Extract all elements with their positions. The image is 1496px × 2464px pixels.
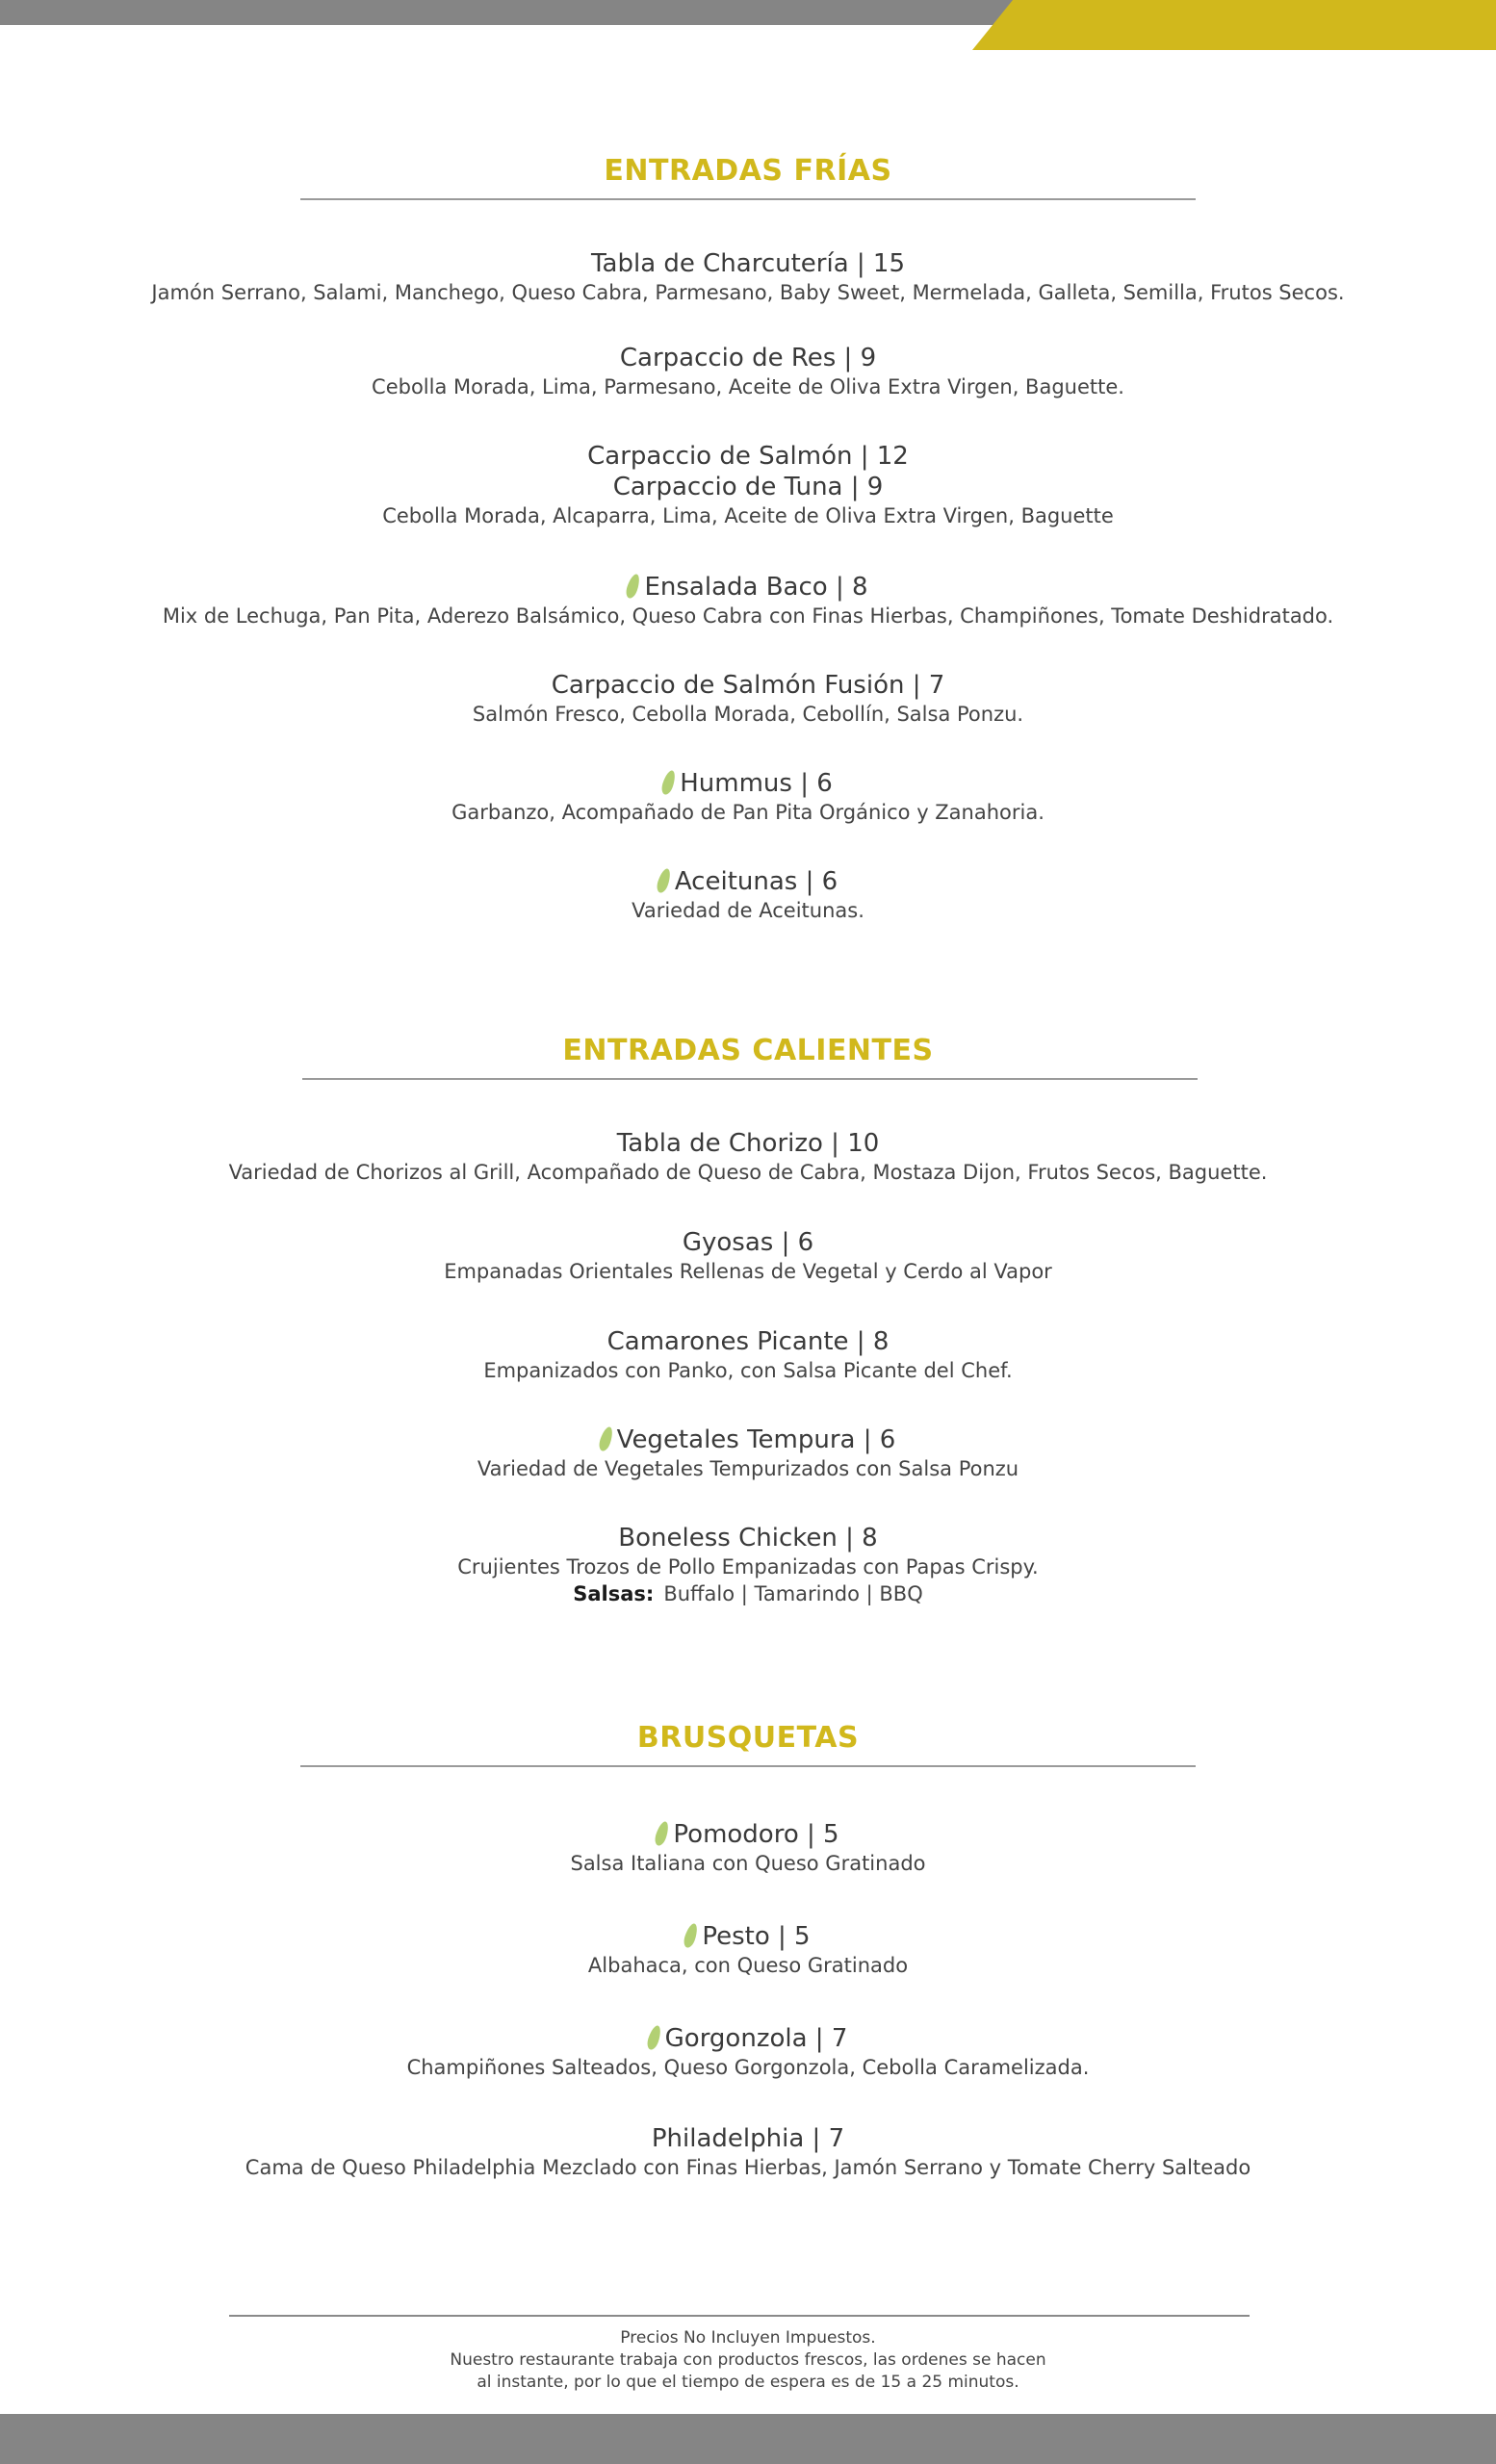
- leaf-icon: [659, 769, 677, 796]
- menu-item-description: Mix de Lechuga, Pan Pita, Aderezo Balsámico, Queso Cabra con Finas Hierbas, Champiñones, Tomate Deshidratado.: [162, 604, 1334, 628]
- section-title: ENTRADAS FRÍAS: [604, 154, 892, 188]
- menu-item-name-line: [0, 1227, 1496, 1258]
- menu-item-name-line: [0, 441, 1496, 472]
- menu-item: [0, 1128, 1496, 1186]
- section-divider: [302, 1078, 1198, 1080]
- bottom-decor-bar: [0, 2414, 1496, 2464]
- menu-item-name: Vegetales Tempura | 6: [616, 1425, 896, 1454]
- menu-item-name: Camarones Picante | 8: [606, 1327, 890, 1356]
- menu-item-description: Empanadas Orientales Rellenas de Vegetal y Cerdo al Vapor: [444, 1260, 1052, 1283]
- menu-item-name-line: [0, 248, 1496, 279]
- footer-line-3: al instante, por lo que el tiempo de espera es de 15 a 25 minutos.: [477, 2373, 1019, 2392]
- menu-item: [0, 866, 1496, 924]
- menu-item-name: Tabla de Chorizo | 10: [616, 1129, 880, 1158]
- menu-item-name-line: [0, 1523, 1496, 1553]
- menu-item-name-line: [0, 2123, 1496, 2154]
- menu-item-name: Boneless Chicken | 8: [618, 1524, 878, 1553]
- menu-item-description: Crujientes Trozos de Pollo Empanizadas con Papas Crispy.: [457, 1555, 1039, 1578]
- sauces-label: Salsas:: [573, 1582, 655, 1605]
- menu-item-name-line: [0, 866, 1496, 897]
- menu-item-name-secondary: Carpaccio de Tuna | 9: [612, 473, 884, 501]
- menu-item-description: Cebolla Morada, Alcaparra, Lima, Aceite de Oliva Extra Virgen, Baguette: [382, 504, 1114, 527]
- sauces-options: Buffalo | Tamarindo | BBQ: [663, 1582, 923, 1605]
- menu-item-sauces: [0, 1580, 1496, 1607]
- menu-item-name-line: [0, 670, 1496, 701]
- menu-item-name-line: [0, 1326, 1496, 1357]
- menu-item-name-line: [0, 768, 1496, 799]
- menu-item-description: Jamón Serrano, Salami, Manchego, Queso Cabra, Parmesano, Baby Sweet, Mermelada, Galleta, Semilla, Frutos Secos.: [151, 281, 1345, 304]
- menu-item-description: Salmón Fresco, Cebolla Morada, Cebollín, Salsa Ponzu.: [472, 703, 1024, 726]
- leaf-icon: [655, 867, 672, 894]
- menu-item-name: Carpaccio de Salmón | 12: [587, 442, 909, 471]
- menu-item-description: Variedad de Chorizos al Grill, Acompañado de Queso de Cabra, Mostaza Dijon, Frutos Secos, Baguette.: [228, 1161, 1268, 1184]
- menu-item-name-line: [0, 343, 1496, 373]
- footer-notes: [0, 2327, 1496, 2394]
- menu-item: [0, 2023, 1496, 2081]
- menu-item: [0, 670, 1496, 728]
- menu-item-description: Cama de Queso Philadelphia Mezclado con Finas Hierbas, Jamón Serrano y Tomate Cherry Salteado: [245, 2156, 1251, 2179]
- footer-line-1: Precios No Incluyen Impuestos.: [620, 2328, 876, 2348]
- footer-line-2: Nuestro restaurante trabaja con productos frescos, las ordenes se hacen: [450, 2350, 1046, 2370]
- menu-item-name: Hummus | 6: [680, 769, 833, 798]
- menu-item: [0, 1819, 1496, 1877]
- menu-item-name: Carpaccio de Salmón Fusión | 7: [551, 671, 945, 700]
- menu-item-description: Variedad de Aceitunas.: [632, 899, 864, 922]
- section-title: BRUSQUETAS: [636, 1721, 860, 1755]
- menu-item-description: Salsa Italiana con Queso Gratinado: [570, 1852, 926, 1875]
- leaf-icon: [597, 1425, 614, 1452]
- menu-item: [0, 2123, 1496, 2181]
- menu-item: [0, 1523, 1496, 1607]
- menu-item-description: Champiñones Salteados, Queso Gorgonzola, Cebolla Caramelizada.: [406, 2056, 1090, 2079]
- menu-item: [0, 441, 1496, 529]
- menu-item: [0, 572, 1496, 629]
- menu-item-description: Empanizados con Panko, con Salsa Picante del Chef.: [483, 1359, 1013, 1382]
- menu-item-description: Albahaca, con Queso Gratinado: [587, 1954, 909, 1977]
- menu-item: [0, 1227, 1496, 1285]
- menu-item-name: Carpaccio de Res | 9: [619, 344, 877, 372]
- menu-item-name-line: [0, 1819, 1496, 1850]
- menu-item: [0, 248, 1496, 306]
- menu-item: [0, 1921, 1496, 1979]
- leaf-icon: [645, 2024, 662, 2051]
- menu-item-name: Ensalada Baco | 8: [644, 573, 868, 602]
- menu-item-name-line: [0, 1921, 1496, 1952]
- menu-item: [0, 1326, 1496, 1384]
- menu-item-name-line: [0, 1424, 1496, 1455]
- leaf-icon: [683, 1922, 700, 1949]
- menu-item-name: Philadelphia | 7: [651, 2124, 845, 2153]
- menu-item: [0, 768, 1496, 826]
- section-divider: [300, 1765, 1196, 1767]
- menu-item-description: Cebolla Morada, Lima, Parmesano, Aceite de Oliva Extra Virgen, Baguette.: [372, 375, 1124, 398]
- leaf-icon: [625, 573, 642, 600]
- menu-item-description: Variedad de Vegetales Tempurizados con Salsa Ponzu: [477, 1457, 1019, 1480]
- menu-item-name: Pesto | 5: [702, 1922, 811, 1951]
- menu-item-name: Aceitunas | 6: [674, 867, 838, 896]
- menu-item-name: Gyosas | 6: [682, 1228, 814, 1257]
- menu-item-name-line: [0, 2023, 1496, 2054]
- footer-divider: [229, 2315, 1250, 2317]
- menu-item-name: Gorgonzola | 7: [664, 2024, 848, 2053]
- leaf-icon: [654, 1820, 671, 1847]
- menu-item: [0, 343, 1496, 400]
- menu-item-name: Pomodoro | 5: [673, 1820, 839, 1849]
- section-title: ENTRADAS CALIENTES: [562, 1034, 934, 1067]
- menu-item-description: Garbanzo, Acompañado de Pan Pita Orgánico y Zanahoria.: [451, 801, 1045, 824]
- menu-item: [0, 1424, 1496, 1482]
- menu-item-name-line: [0, 1128, 1496, 1159]
- menu-item-name-line: [0, 572, 1496, 603]
- top-accent-stripe: [972, 0, 1496, 50]
- section-divider: [300, 198, 1196, 200]
- menu-item-name: Tabla de Charcutería | 15: [590, 249, 906, 278]
